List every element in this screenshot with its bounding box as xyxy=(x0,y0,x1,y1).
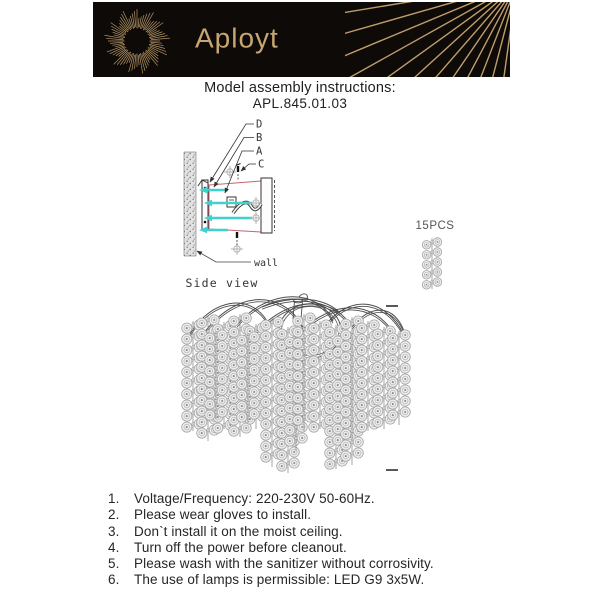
chandelier-drawing xyxy=(0,290,600,495)
brand-name: Aployt xyxy=(195,22,279,54)
callout-label-c: C xyxy=(258,158,265,171)
chandelier-strands xyxy=(182,313,411,473)
wall-leader xyxy=(197,251,251,262)
instruction-item: Turn off the power before cleanout. xyxy=(134,539,347,555)
callout-leaders xyxy=(210,124,256,193)
page-title: Model assembly instructions: xyxy=(204,80,396,96)
instruction-item: Don`t install it on the moist ceiling. xyxy=(134,523,343,539)
wall-label: wall xyxy=(254,258,279,269)
wall-section xyxy=(184,152,196,256)
instructions-list xyxy=(108,491,548,589)
side-view-caption: Side view xyxy=(185,276,259,290)
instruction-item: Please wash with the sanitizer without corrosivity. xyxy=(134,556,434,572)
title-block xyxy=(0,80,600,111)
crystal-strand-sample xyxy=(422,238,441,289)
instruction-item: Voltage/Frequency: 220-230V 50-60Hz. xyxy=(134,491,375,506)
side-view-diagram xyxy=(0,112,600,298)
canopy-plate xyxy=(261,178,275,233)
sunburst-logo-icon xyxy=(101,4,173,76)
instruction-item: The use of lamps is permissible: LED G9 3x5W. xyxy=(134,572,425,588)
callout-label-a: A xyxy=(256,145,263,158)
model-number: APL.845.01.03 xyxy=(252,96,348,111)
brand-banner xyxy=(93,2,510,77)
rays-decoration-icon xyxy=(345,2,510,77)
callout-label-b: B xyxy=(256,132,263,144)
parts-count-label: 15PCS xyxy=(415,220,455,232)
instruction-item: Please wear gloves to install. xyxy=(134,507,312,523)
callout-label-d: D xyxy=(256,118,263,131)
